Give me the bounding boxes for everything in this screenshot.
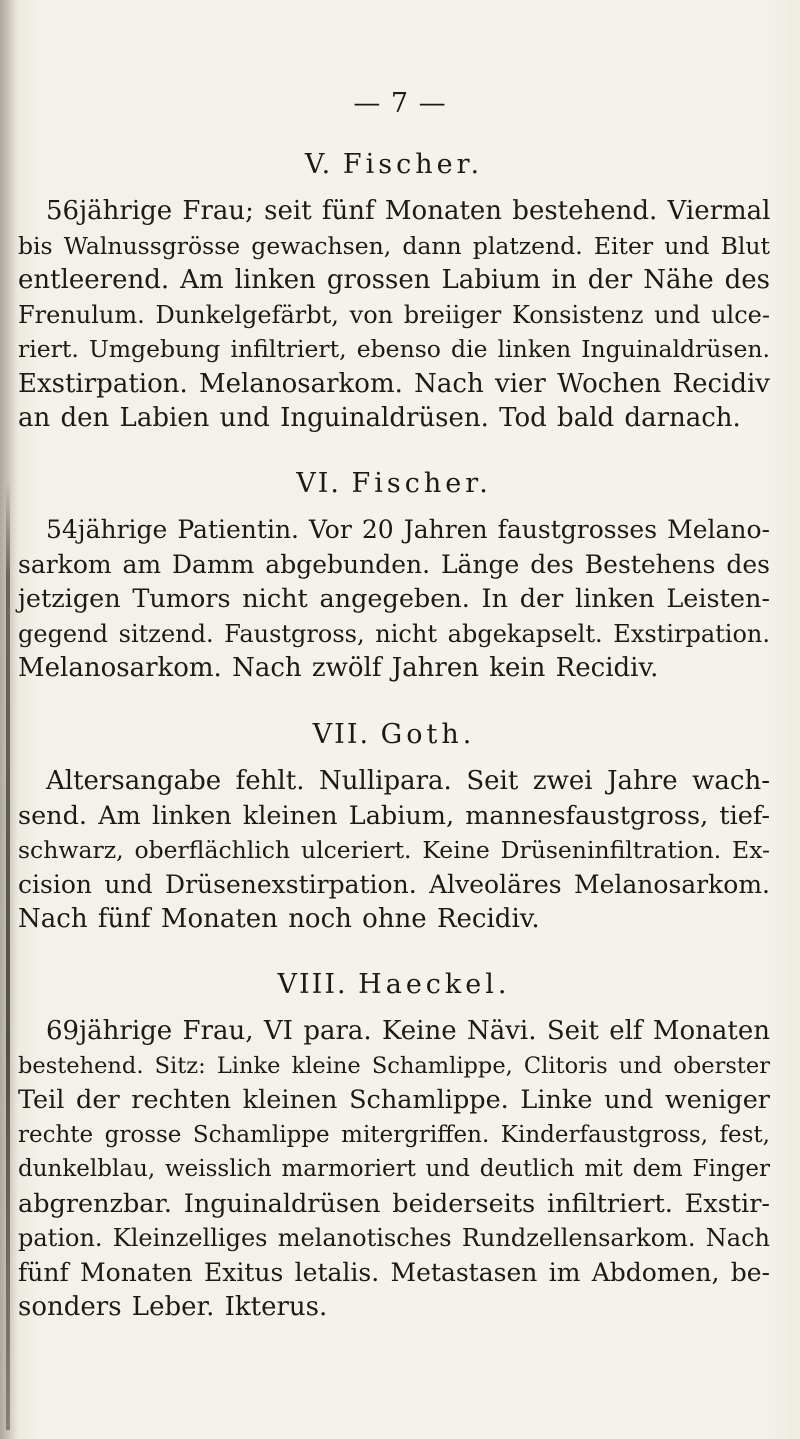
case-text	[18, 1014, 770, 1325]
case-heading	[18, 148, 770, 182]
case-author: Fischer.	[351, 468, 492, 499]
case-heading	[18, 467, 770, 501]
page-number: — 7 —	[353, 88, 447, 119]
case-number: VIII.	[277, 969, 348, 1000]
case-heading	[18, 718, 770, 752]
case-section-v	[18, 148, 770, 436]
text-line: Frenulum. Dunkelgefärbt, von breiiger Konsistenz und ulce-	[18, 300, 770, 329]
case-author: Fischer.	[342, 149, 484, 180]
text-line: jetzigen Tumors nicht angegeben. In der linken Leisten-	[18, 584, 770, 614]
text-line: Altersangabe fehlt. Nullipara. Seit zwei Jahre wach-	[46, 766, 770, 796]
case-number: V.	[304, 149, 333, 180]
text-line: an den Labien und Inguinaldrüsen. Tod bald darnach.	[18, 403, 741, 433]
text-line: pation. Kleinzelliges melanotisches Rundzellensarkom. Nach	[18, 1224, 770, 1252]
text-line: dunkelblau, weisslich marmoriert und deutlich mit dem Finger	[18, 1156, 770, 1182]
text-line: abgrenzbar. Inguinaldrüsen beiderseits infiltriert. Exstir-	[18, 1188, 770, 1219]
text-line: schwarz, oberflächlich ulceriert. Keine Drüseninfiltration. Ex-	[18, 836, 770, 864]
text-line: cision und Drüsenexstirpation. Alveoläres Melanosarkom.	[18, 869, 770, 899]
text-line: send. Am linken kleinen Labium, mannesfaustgross, tief-	[18, 800, 770, 831]
case-text	[18, 194, 770, 436]
text-line: fünf Monaten Exitus letalis. Metastasen im Abdomen, be-	[18, 1257, 770, 1287]
case-section-viii	[18, 968, 770, 1325]
text-line: sarkom am Damm abgebunden. Länge des Bestehens des	[18, 549, 770, 579]
text-line: entleerend. Am linken grossen Labium in der Nähe des	[18, 265, 770, 295]
case-number: VII.	[312, 719, 371, 750]
text-line: rechte grosse Schamlippe mitergriffen. Kinderfaustgross, fest,	[18, 1121, 770, 1148]
text-line: bestehend. Sitz: Linke kleine Schamlippe, Clitoris und oberster	[18, 1052, 770, 1079]
case-author: Goth.	[380, 719, 476, 750]
case-text	[18, 764, 770, 937]
case-text	[18, 513, 770, 686]
text-line: riert. Umgebung infiltriert, ebenso die linken Inguinaldrüsen.	[18, 335, 770, 363]
text-line: bis Walnussgrösse gewachsen, dann platzend. Eiter und Blut	[18, 231, 770, 260]
text-line: gegend sitzend. Faustgross, nicht abgekapselt. Exstirpation.	[18, 619, 770, 648]
case-section-vi	[18, 467, 770, 686]
text-line: Exstirpation. Melanosarkom. Nach vier Wochen Recidiv	[18, 368, 770, 399]
text-line: Teil der rechten kleinen Schamlippe. Linke und weniger	[18, 1085, 770, 1115]
binding-edge	[6, 480, 10, 1430]
text-line: Nach fünf Monaten noch ohne Recidiv.	[18, 904, 540, 934]
text-line: 56jährige Frau; seit fünf Monaten bestehend. Viermal	[46, 196, 771, 226]
case-heading	[18, 968, 770, 1002]
text-line: Melanosarkom. Nach zwölf Jahren kein Recidiv.	[18, 653, 659, 683]
text-line: sonders Leber. Ikterus.	[18, 1292, 328, 1322]
case-section-vii	[18, 718, 770, 937]
case-number: VI.	[296, 468, 341, 499]
text-line: 69jährige Frau, VI para. Keine Nävi. Seit elf Monaten	[46, 1016, 770, 1046]
text-line: 54jährige Patientin. Vor 20 Jahren faustgrosses Melano-	[46, 515, 770, 544]
case-author: Haeckel.	[358, 969, 511, 1000]
